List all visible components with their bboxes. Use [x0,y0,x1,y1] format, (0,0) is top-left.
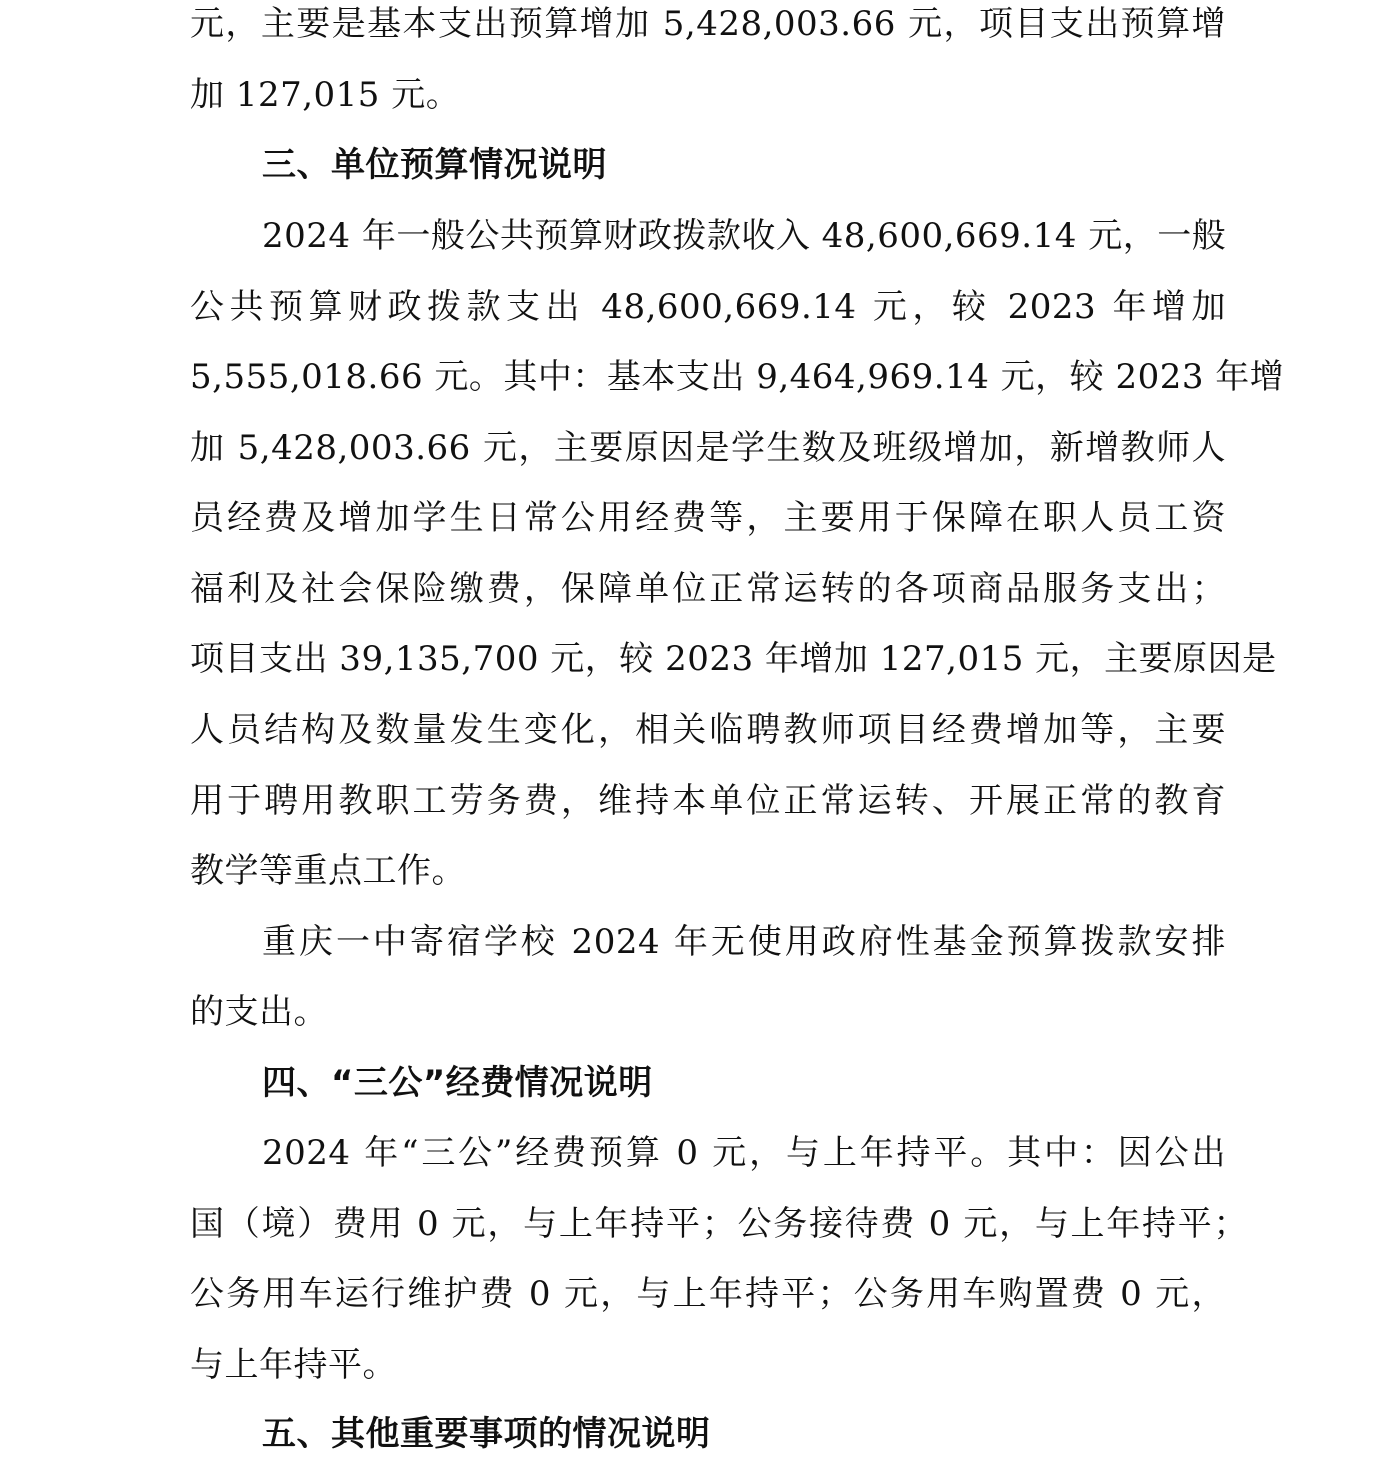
section-heading-3: 三、单位预算情况说明 [262,145,607,185]
text-line-17: 2024 年“三公”经费预算 0 元，与上年持平。其中：因公出 [262,1133,1226,1173]
section-heading-4: 四、“三公”经费情况说明 [262,1063,653,1103]
text-line-9: 福利及社会保险缴费，保障单位正常运转的各项商品服务支出； [190,569,1226,609]
text-line-8: 员经费及增加学生日常公用经费等，主要用于保障在职人员工资 [190,498,1226,538]
text-line-1: 元，主要是基本支出预算增加 5,428,003.66 元，项目支出预算增 [190,4,1226,44]
section-heading-5: 五、其他重要事项的情况说明 [262,1414,711,1454]
text-line-20: 与上年持平。 [190,1345,397,1385]
text-line-14: 重庆一中寄宿学校 2024 年无使用政府性基金预算拨款安排 [262,922,1226,962]
text-line-11: 人员结构及数量发生变化，相关临聘教师项目经费增加等，主要 [190,710,1226,750]
text-line-4: 2024 年一般公共预算财政拨款收入 48,600,669.14 元，一般 [262,216,1227,256]
text-line-2: 加 127,015 元。 [190,75,461,115]
text-line-7: 加 5,428,003.66 元，主要原因是学生数及班级增加，新增教师人 [190,428,1226,468]
text-line-15: 的支出。 [190,992,328,1032]
text-line-13: 教学等重点工作。 [190,851,466,891]
text-line-10: 项目支出 39,135,700 元，较 2023 年增加 127,015 元，主要原因是 [190,639,1277,679]
text-line-12: 用于聘用教职工劳务费，维持本单位正常运转、开展正常的教育 [190,781,1226,821]
text-line-19: 公务用车运行维护费 0 元，与上年持平；公务用车购置费 0 元， [190,1274,1226,1314]
text-line-18: 国（境）费用 0 元，与上年持平；公务接待费 0 元，与上年持平； [190,1204,1248,1244]
text-line-5: 公共预算财政拨款支出 48,600,669.14 元，较 2023 年增加 [190,287,1226,327]
text-line-6: 5,555,018.66 元。其中：基本支出 9,464,969.14 元，较 2023 年增 [190,357,1285,397]
